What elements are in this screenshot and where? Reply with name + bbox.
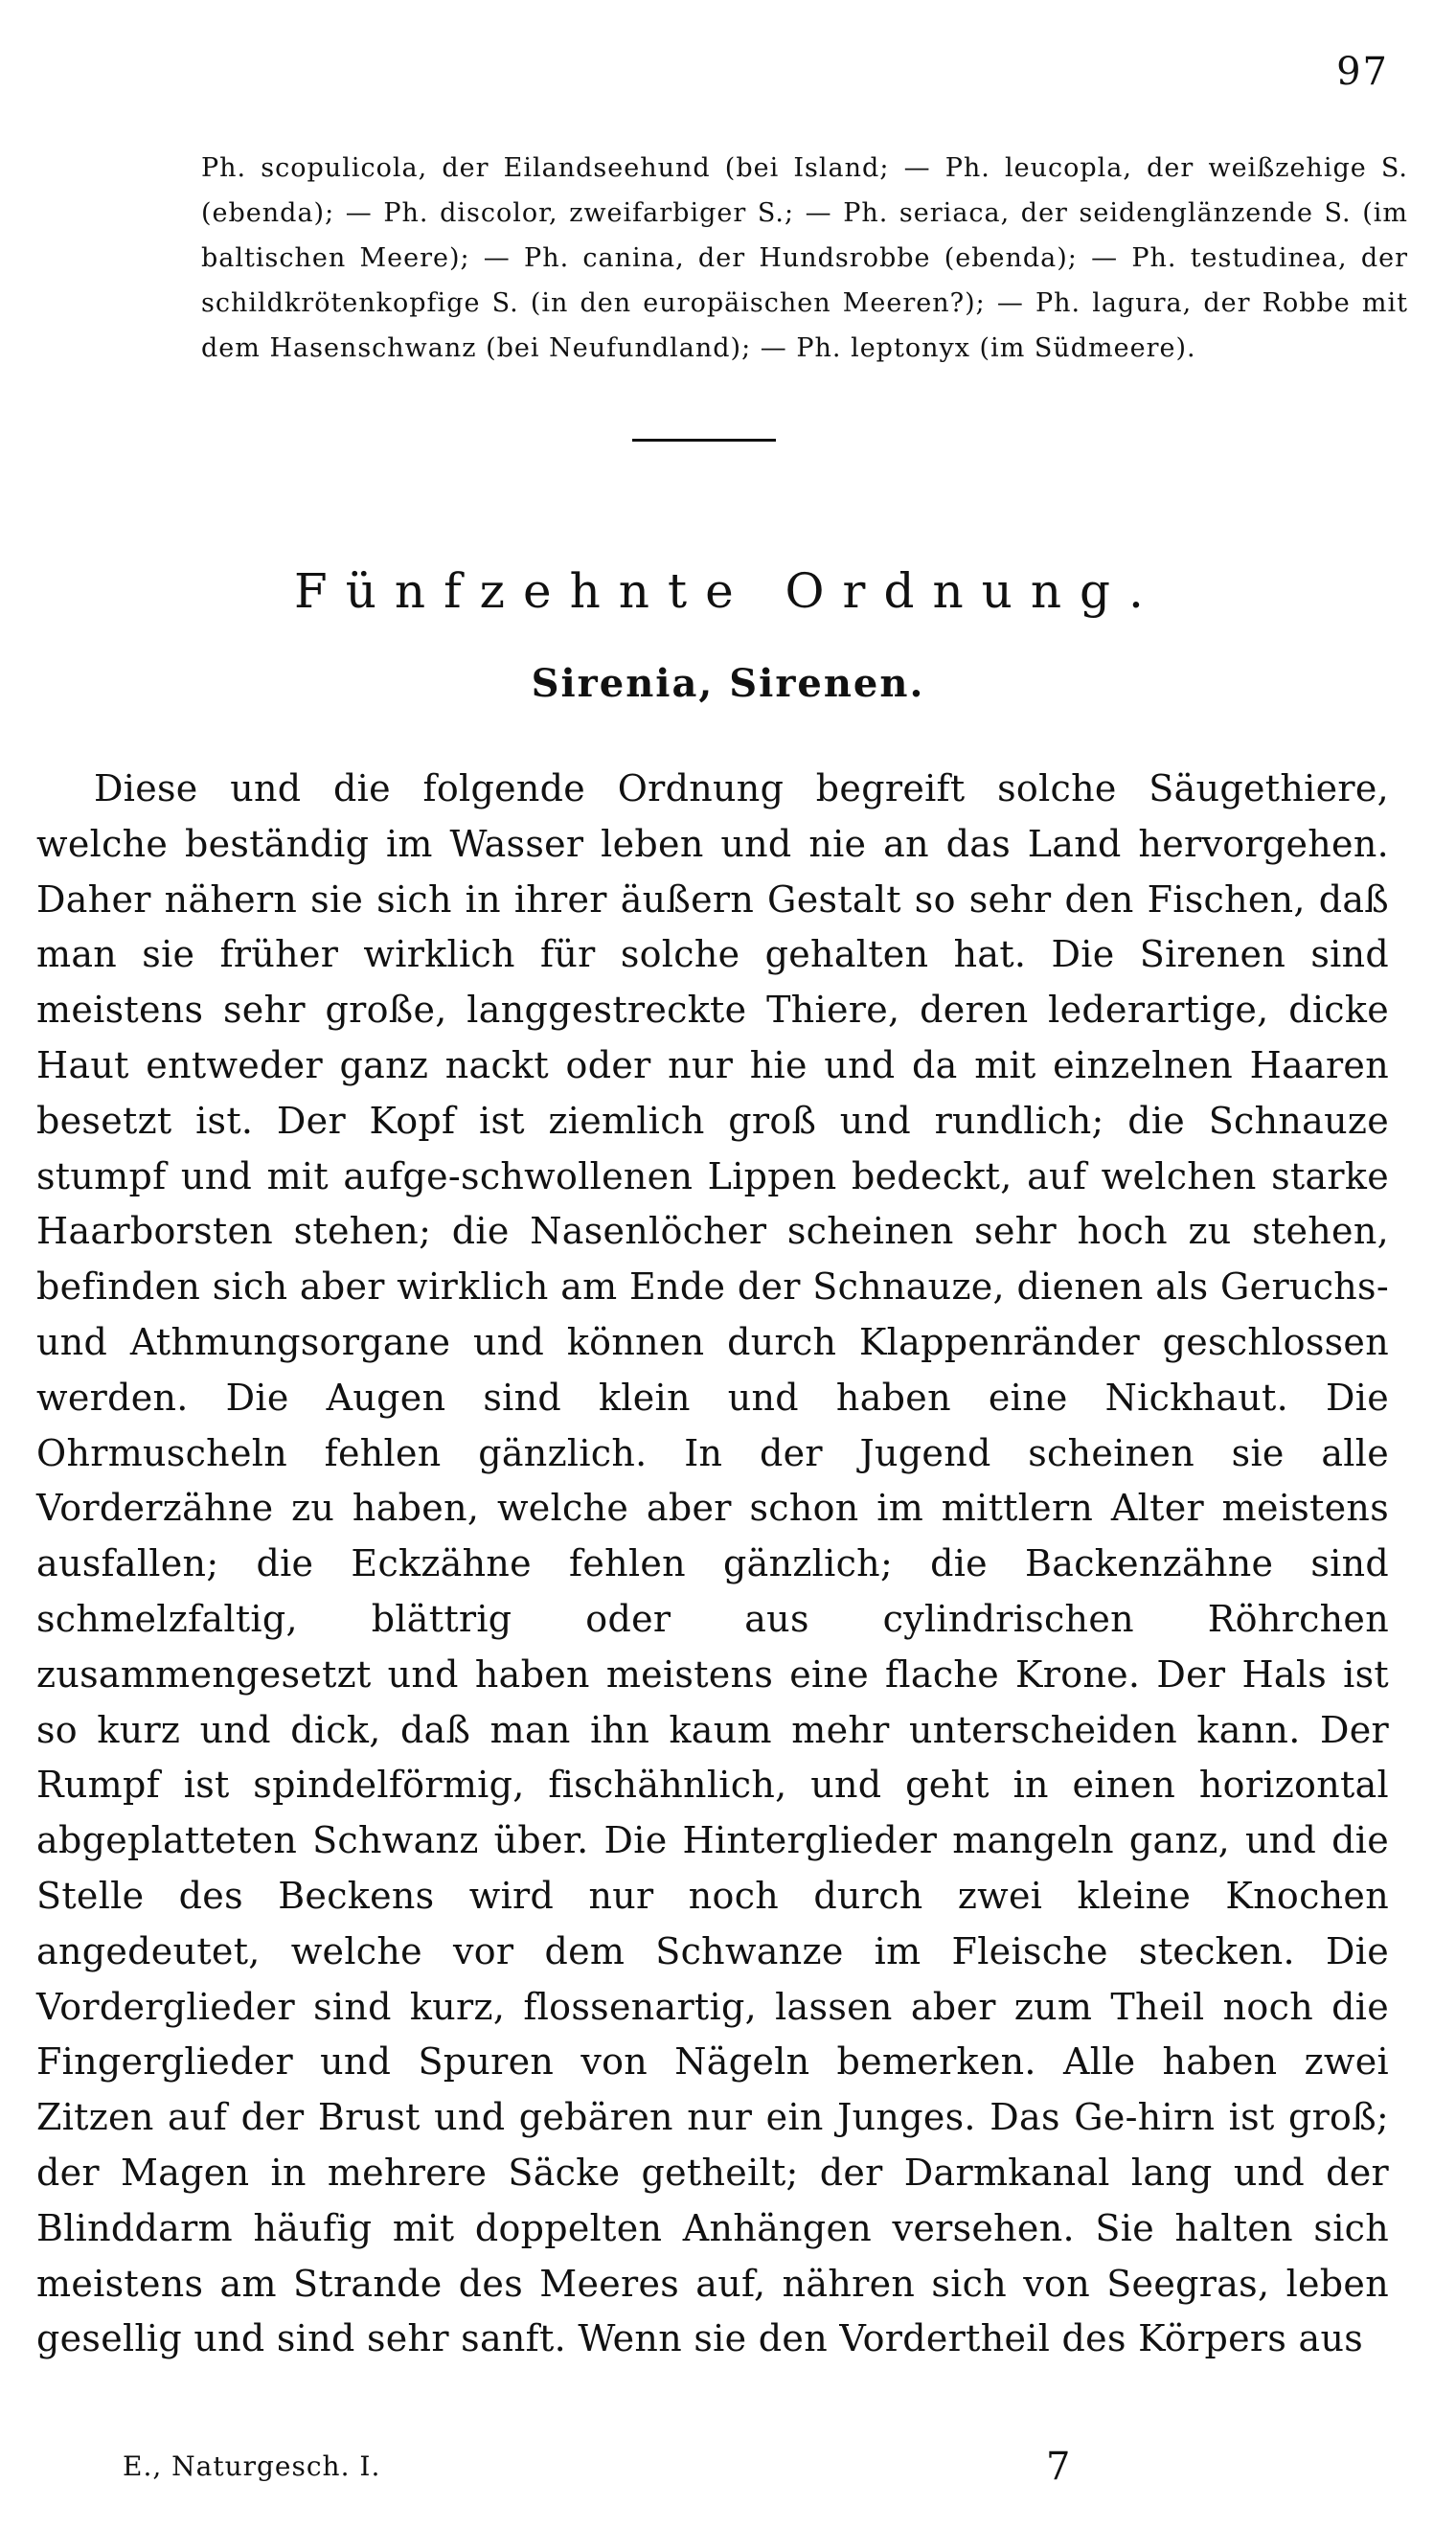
page-footer bbox=[0, 2445, 1456, 2502]
order-subheading: Sirenia, Sirenen. bbox=[531, 661, 925, 706]
page-number: 97 bbox=[1336, 50, 1389, 94]
previous-section-species-list: Ph. scopulicola, der Eilandseehund (bei Island; — Ph. leucopla, der weißzehige S. (ebenda); — Ph. discolor, zweifarbiger S.; — Ph. seriaca, der seidenglänzende S. (im baltischen Meere); — Ph. canina, der Hundsrobbe (ebenda); — Ph. testudinea, der schildkrötenkopfige S. (in den europäischen Meeren?); — Ph. lagura, der Robbe mit dem Hasenschwanz (bei Neufundland); — Ph. leptonyx (im Südmeere). bbox=[201, 153, 1408, 363]
section-divider-rule bbox=[632, 439, 776, 442]
footer-sheet-number: 7 bbox=[1046, 2445, 1071, 2489]
body-text-block bbox=[36, 762, 1389, 2367]
order-heading: Fünfzehnte Ordnung. bbox=[294, 563, 1162, 619]
body-paragraph: Diese und die folgende Ordnung begreift solche Säugethiere, welche beständig im Wasser leben und nie an das Land hervorgehen. Daher nähern sie sich in ihrer äußern Gestalt so sehr den Fischen, daß man sie früher wirklich für solche gehalten hat. Die Sirenen sind meistens sehr große, langgestreckte Thiere, deren lederartige, dicke Haut entweder ganz nackt oder nur hie und da mit einzelnen Haaren besetzt ist. Der Kopf ist ziemlich groß und rundlich; die Schnauze stumpf und mit aufge-schwollenen Lippen bedeckt, auf welchen starke Haarborsten stehen; die Nasenlöcher scheinen sehr hoch zu stehen, befinden sich aber wirklich am Ende der Schnauze, dienen als Geruchs- und Athmungsorgane und können durch Klappenränder geschlossen werden. Die Augen sind klein und haben eine Nickhaut. Die Ohrmuscheln fehlen gänzlich. In der Jugend scheinen sie alle Vorderzähne zu haben, welche aber schon im mittlern Alter meistens ausfallen; die Eckzähne fehlen gänzlich; die Backenzähne sind schmelzfaltig, blättrig oder aus cylindrischen Röhrchen zusammengesetzt und haben meistens eine flache Krone. Der Hals ist so kurz und dick, daß man ihn kaum mehr unterscheiden kann. Der Rumpf ist spindelförmig, fischähnlich, und geht in einen horizontal abgeplatteten Schwanz über. Die Hinterglieder mangeln ganz, und die Stelle des Beckens wird nur noch durch zwei kleine Knochen angedeutet, welche vor dem Schwanze im Fleische stecken. Die Vorderglieder sind kurz, flossenartig, lassen aber zum Theil noch die Fingerglieder und Spuren von Nägeln bemerken. Alle haben zwei Zitzen auf der Brust und gebären nur ein Junges. Das Ge-hirn ist groß; der Magen in mehrere Säcke getheilt; der Darmkanal lang und der Blinddarm häufig mit doppelten Anhängen versehen. Sie halten sich meistens am Strande des Meeres auf, nähren sich von Seegras, leben gesellig und sind sehr sanft. Wenn sie den Vordertheil des Körpers aus bbox=[36, 767, 1389, 2360]
footer-signature: E., Naturgesch. I. bbox=[123, 2450, 381, 2482]
